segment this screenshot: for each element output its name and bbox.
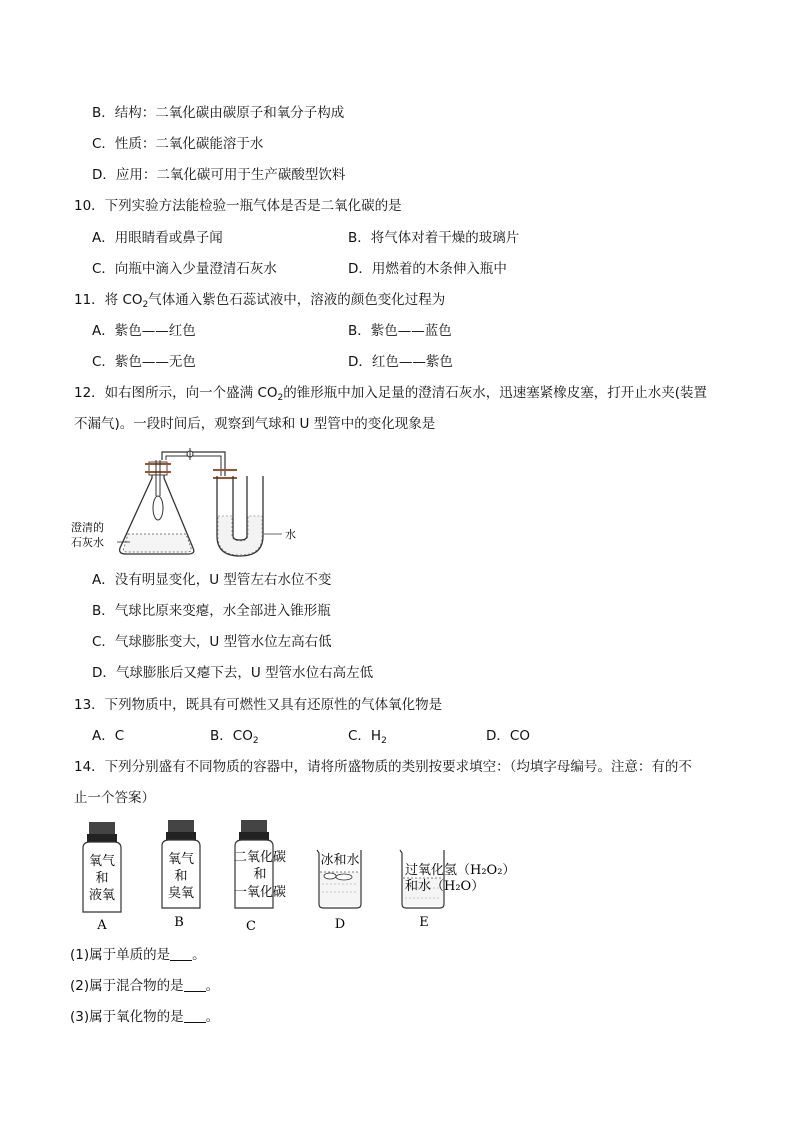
beaker-d [317, 850, 361, 932]
answer-blank-3[interactable] [184, 1010, 206, 1023]
q12-stem-line1: 12．如右图所示，向一个盛满 $CO_2$的锥形瓶中加入足量的澄清石灰水，迅速塞紧橡皮塞，打开止水夹(装置 [74, 385, 708, 403]
q12-option-b: B．气球比原来变瘪，水全部进入锥形瓶 [92, 603, 331, 619]
q12-option-c: C．气球膨胀变大，U 型管水位左高右低 [92, 634, 332, 650]
q12-option-a: A．没有明显变化，U 型管左右水位不变 [92, 572, 332, 588]
bottle-a-label-1: 氧气 [88, 854, 116, 869]
q10-option-b: B．将气体对着干燥的玻璃片 [348, 230, 520, 246]
q9-option-c: C．性质：二氧化碳能溶于水 [92, 136, 264, 152]
q11-option-b: B．紫色——蓝色 [348, 323, 452, 339]
q11-option-c: C．紫色——无色 [92, 354, 196, 370]
bottle-c [234, 820, 286, 934]
q13-option-a: A．C [92, 728, 125, 744]
bottle-c-label-1: 二氧化碳 [233, 850, 287, 865]
q13-option-d: D．CO [486, 728, 530, 744]
q10-option-a: A．用眼睛看或鼻子闻 [92, 230, 223, 246]
bottle-c-label-2: 和 [253, 867, 267, 882]
q10-stem: 10．下列实验方法能检验一瓶气体是否是二氧化碳的是 [74, 198, 402, 214]
q11-option-d: D．红色——紫色 [348, 354, 453, 370]
bottle-b-letter: B [174, 915, 184, 930]
q12-option-d: D．气球膨胀后又瘪下去，U 型管水位右高左低 [92, 665, 374, 681]
q14-stem-line1: 14．下列分别盛有不同物质的容器中，请将所盛物质的类别按要求填空：（均填字母编号。注意：有的不 [74, 759, 692, 775]
bottle-b-label-3: 臭氧 [167, 886, 195, 901]
q13-option-b: B．$CO_2$ [210, 728, 259, 746]
beaker-e-label-1: 过氧化氢（H₂O₂） [405, 863, 516, 878]
bottle-a [83, 822, 121, 933]
bottle-a-label-3: 液氧 [88, 888, 116, 903]
q13-option-c: C．$H_2$ [348, 728, 387, 746]
fig-label-limewater-2: 石灰水 [71, 536, 104, 549]
q14-stem-line2: 止一个答案） [74, 790, 155, 806]
bottle-a-letter: A [97, 918, 107, 933]
q14-containers-figure [74, 818, 534, 934]
q14-sub1: (1)属于单质的是 。 [70, 947, 206, 963]
bottle-c-letter: C [246, 919, 256, 934]
bottle-b [162, 820, 200, 930]
fig-label-limewater-1: 澄清的 [71, 521, 104, 534]
bottle-c-label-3: 一氧化碳 [233, 885, 287, 900]
beaker-e [400, 850, 515, 930]
q11-stem: 11．将 $CO_2$气体通入紫色石蕊试液中，溶液的颜色变化过程为 [74, 292, 446, 310]
q13-stem: 13．下列物质中，既具有可燃性又具有还原性的气体氧化物是 [74, 697, 443, 713]
q10-option-c: C．向瓶中滴入少量澄清石灰水 [92, 261, 277, 277]
q12-stem-line2: 不漏气)。一段时间后，观察到气球和 U 型管中的变化现象是 [74, 416, 436, 432]
bottle-b-label-1: 氧气 [167, 852, 195, 867]
bottle-b-label-2: 和 [174, 869, 188, 884]
beaker-d-label: 冰和水 [320, 853, 360, 868]
beaker-e-label-2: 和水（H₂O） [405, 879, 485, 894]
beaker-d-letter: D [334, 917, 346, 932]
answer-blank-2[interactable] [184, 979, 206, 992]
fig-label-water: 水 [285, 528, 296, 541]
bottle-a-label-2: 和 [95, 871, 109, 886]
beaker-e-letter: E [419, 915, 429, 930]
q14-sub3: (3)属于氧化物的是 。 [70, 1009, 220, 1025]
q14-sub2: (2)属于混合物的是 。 [70, 978, 220, 994]
answer-blank-1[interactable] [170, 948, 192, 961]
q11-option-a: A．紫色——红色 [92, 323, 196, 339]
q9-option-b: B．结构：二氧化碳由碳原子和氧分子构成 [92, 105, 345, 121]
q9-option-d: D．应用：二氧化碳可用于生产碳酸型饮料 [92, 167, 346, 183]
q12-apparatus-figure [70, 440, 320, 565]
q10-option-d: D．用燃着的木条伸入瓶中 [348, 261, 507, 277]
